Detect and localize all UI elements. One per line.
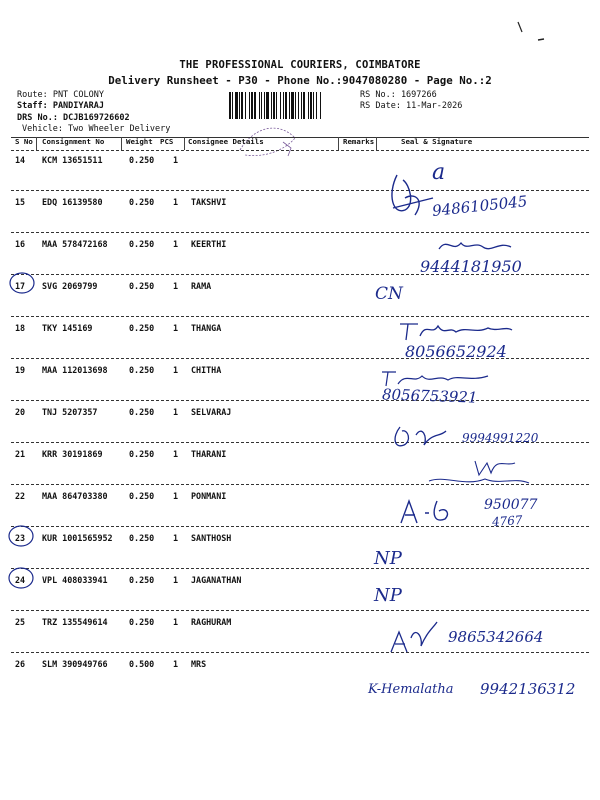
- row-consignment-no: KUR 1001565952: [42, 533, 113, 543]
- rs-date: RS Date: 11-Mar-2026: [360, 101, 463, 111]
- row-weight: 0.250: [129, 239, 155, 249]
- row-consignee: THANGA: [191, 323, 222, 333]
- row-sno: 26: [15, 659, 26, 669]
- row-pcs: 1: [173, 281, 179, 291]
- scan-marks: [500, 10, 560, 50]
- row-separator: [11, 316, 589, 317]
- col-remarks: Remarks: [343, 137, 375, 146]
- row-sno: 18: [15, 323, 26, 333]
- row-consignment-no: TKY 145169: [42, 323, 93, 333]
- row-consignee: CHITHA: [191, 365, 222, 375]
- row-separator: [11, 400, 589, 401]
- signature-row18: [396, 318, 516, 344]
- vehicle-label: Vehicle: Two Wheeler Delivery: [22, 124, 171, 134]
- row-sno: 22: [15, 491, 26, 501]
- table-header-rule: [11, 150, 589, 151]
- staff-label: Staff: PANDIYARAJ: [17, 101, 104, 111]
- col-consignee: Consignee Details: [188, 137, 264, 146]
- note-row23: NP: [374, 548, 402, 569]
- phone-row19: 8056753921: [381, 385, 478, 407]
- signature-row21: [425, 455, 535, 495]
- row-consignee: TAKSHVI: [191, 197, 227, 207]
- row-pcs: 1: [173, 449, 179, 459]
- row-consignee: RAMA: [191, 281, 212, 291]
- signature-row16: [435, 235, 515, 257]
- signature-row22: [395, 495, 475, 527]
- col-divider: [338, 137, 339, 150]
- row-consignment-no: MAA 864703380: [42, 491, 108, 501]
- row-pcs: 1: [173, 239, 179, 249]
- runsheet-subtitle: Delivery Runsheet - P30 - Phone No.:9047080280 - Page No.:2: [108, 74, 492, 87]
- row-weight: 0.250: [129, 533, 155, 543]
- row-weight: 0.250: [129, 491, 155, 501]
- row-weight: 0.250: [129, 449, 155, 459]
- col-seal: Seal & Signature: [401, 137, 473, 146]
- row-weight: 0.250: [129, 323, 155, 333]
- row-consignee: THARANI: [191, 449, 227, 459]
- phone-row25: 9865342664: [448, 628, 544, 646]
- col-divider: [36, 137, 37, 150]
- col-divider: [184, 137, 185, 150]
- row-consignee: JAGANATHAN: [191, 575, 242, 585]
- company-title: THE PROFESSIONAL COURIERS, COIMBATORE: [179, 59, 421, 71]
- row-sno: 17: [15, 281, 26, 291]
- name-row26: K-Hemalatha: [368, 682, 454, 697]
- row-weight: 0.250: [129, 281, 155, 291]
- phone-row18: 8056652924: [405, 342, 507, 361]
- row-weight: 0.250: [129, 155, 155, 165]
- row-consignee: KEERTHI: [191, 239, 227, 249]
- drs-number: DRS No.: DCJB169726602: [17, 113, 130, 123]
- row-separator: [11, 190, 589, 191]
- note-row17: CN: [375, 284, 403, 304]
- col-consignment: Consignment No: [42, 137, 105, 146]
- row-separator: [11, 652, 589, 653]
- extra-row22: 4767: [491, 512, 523, 530]
- row-sno: 16: [15, 239, 26, 249]
- row-consignment-no: KRR 30191869: [42, 449, 103, 459]
- circle-mark-17: [8, 271, 38, 295]
- barcode: [229, 92, 357, 119]
- rs-number: RS No.: 1697266: [360, 90, 437, 100]
- row-consignment-no: TNJ 5207357: [42, 407, 98, 417]
- row-consignment-no: EDQ 16139580: [42, 197, 103, 207]
- row-weight: 0.250: [129, 407, 155, 417]
- phone-row20: 9994991220: [462, 431, 539, 445]
- row-pcs: 1: [173, 155, 179, 165]
- col-divider: [121, 137, 122, 150]
- phone-row26: 9942136312: [480, 680, 576, 698]
- phone-row16: 9444181950: [420, 257, 522, 276]
- row-consignee: RAGHURAM: [191, 617, 232, 627]
- row-sno: 15: [15, 197, 26, 207]
- route-label: Route: PNT COLONY: [17, 90, 104, 100]
- row-consignee: PONMANI: [191, 491, 227, 501]
- row-pcs: 1: [173, 659, 179, 669]
- row-pcs: 1: [173, 323, 179, 333]
- row-consignment-no: KCM 13651511: [42, 155, 103, 165]
- note-row24: NP: [374, 585, 402, 606]
- row-weight: 0.250: [129, 575, 155, 585]
- row-sno: 19: [15, 365, 26, 375]
- row-separator: [11, 610, 589, 611]
- phone-row22: 950077: [484, 497, 538, 513]
- col-weight: Weight: [126, 137, 153, 146]
- circle-mark-23: [7, 524, 37, 548]
- row-consignment-no: TRZ 135549614: [42, 617, 108, 627]
- col-pcs: PCS: [160, 137, 174, 146]
- row-weight: 0.250: [129, 617, 155, 627]
- row-separator: [11, 232, 589, 233]
- row-consignee: MRS: [191, 659, 207, 669]
- row-consignment-no: VPL 408033941: [42, 575, 108, 585]
- row-consignment-no: SVG 2069799: [42, 281, 98, 291]
- row-weight: 0.500: [129, 659, 155, 669]
- row-pcs: 1: [173, 617, 179, 627]
- row-sno: 25: [15, 617, 26, 627]
- col-divider: [376, 137, 377, 150]
- row-sno: 23: [15, 533, 26, 543]
- phone-row15: 9486105045: [431, 192, 529, 220]
- row-pcs: 1: [173, 491, 179, 501]
- row-weight: 0.250: [129, 197, 155, 207]
- row-consignee: SANTHOSH: [191, 533, 232, 543]
- signature-row25: [385, 618, 440, 658]
- row-consignee: SELVARAJ: [191, 407, 232, 417]
- row-consignment-no: MAA 112013698: [42, 365, 108, 375]
- row-pcs: 1: [173, 575, 179, 585]
- row-sno: 24: [15, 575, 26, 585]
- col-sno: S No: [15, 137, 33, 146]
- signature-row15: [385, 170, 440, 225]
- row-sno: 20: [15, 407, 26, 417]
- row-consignment-no: MAA 578472168: [42, 239, 108, 249]
- row-weight: 0.250: [129, 365, 155, 375]
- row-separator: [11, 568, 589, 569]
- signature-row20: [390, 423, 460, 453]
- handwritten-mark: a: [432, 160, 446, 185]
- row-pcs: 1: [173, 407, 179, 417]
- circle-mark-24: [7, 566, 37, 590]
- row-sno: 21: [15, 449, 26, 459]
- row-sno: 14: [15, 155, 26, 165]
- row-consignment-no: SLM 390949766: [42, 659, 108, 669]
- row-pcs: 1: [173, 533, 179, 543]
- row-pcs: 1: [173, 365, 179, 375]
- row-pcs: 1: [173, 197, 179, 207]
